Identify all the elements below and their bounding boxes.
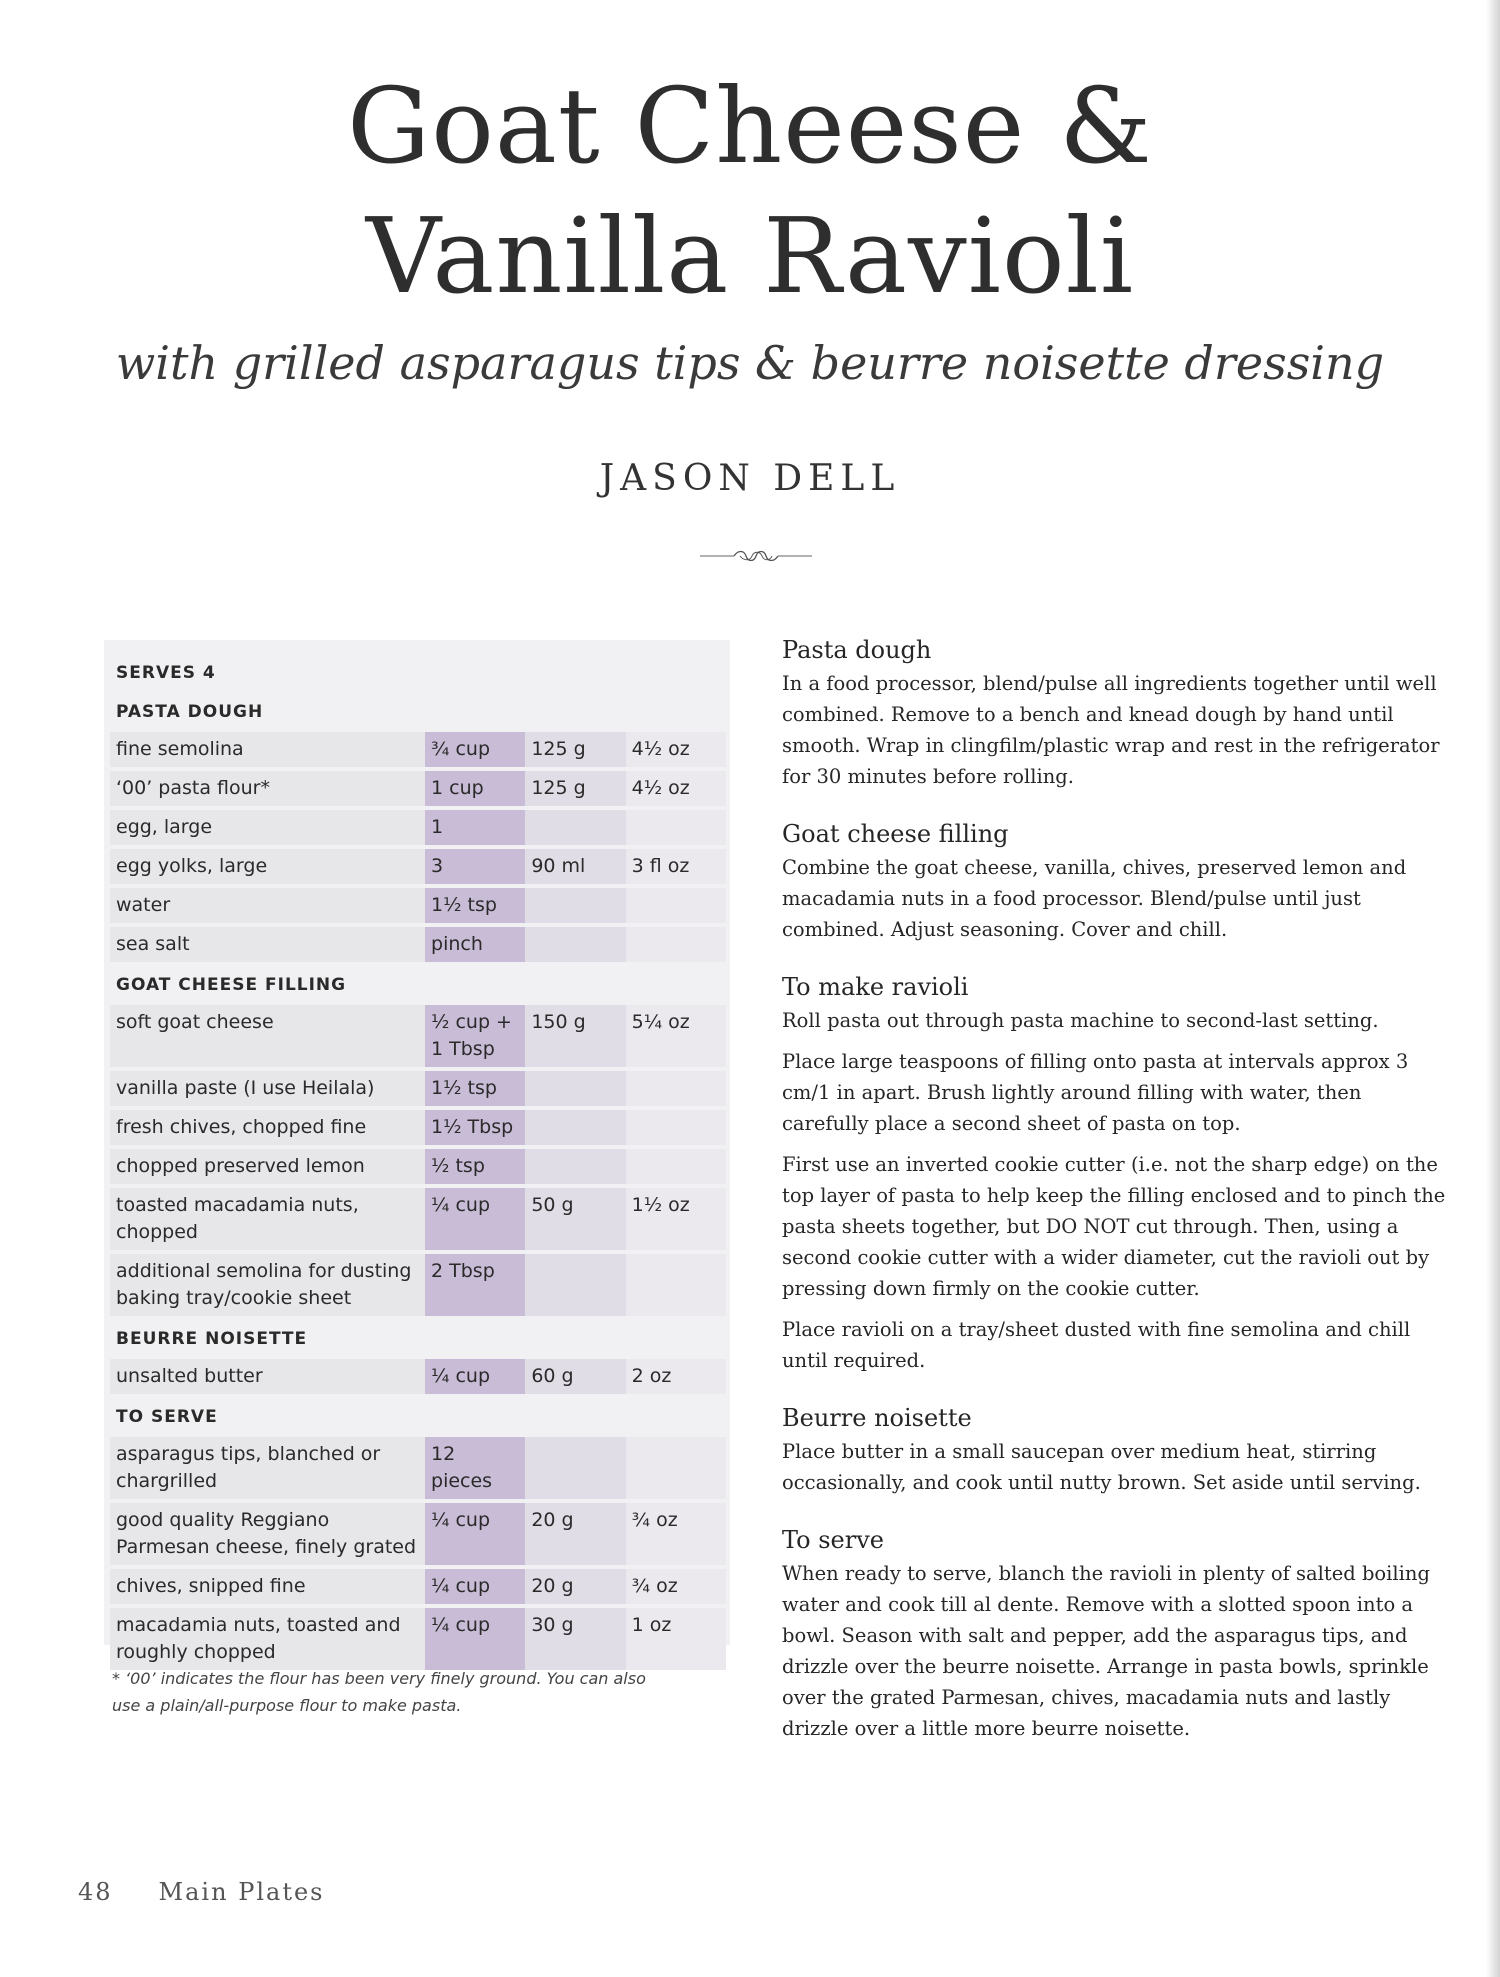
author-name: JASON DELL [599, 458, 901, 499]
ingredient-metric-measure [525, 1071, 625, 1106]
section-heading-label: GOAT CHEESE FILLING [116, 975, 347, 995]
recipe-title-line-2: Vanilla Ravioli [365, 195, 1135, 317]
ingredient-metric-measure: 90 ml [525, 849, 625, 884]
method-section [782, 1524, 1452, 1744]
ingredient-row [110, 1005, 726, 1067]
ingredient-row [110, 810, 726, 845]
ingredient-cup-measure: 1½ tsp [425, 888, 525, 923]
ingredient-row [110, 1110, 726, 1145]
ingredient-name: soft goat cheese [110, 1005, 425, 1067]
section-heading-label: TO SERVE [116, 1407, 218, 1427]
section-heading-label: PASTA DOUGH [116, 702, 264, 722]
ingredient-metric-measure: 125 g [525, 771, 625, 806]
page-number: 48 [78, 1878, 113, 1906]
ingredient-row [110, 1437, 726, 1499]
ingredient-row [110, 1569, 726, 1604]
recipe-subtitle: with grilled asparagus tips & beurre noisette dressing [115, 336, 1385, 390]
ingredient-name: egg, large [110, 810, 425, 845]
ingredient-row [110, 1359, 726, 1394]
ingredient-imperial-measure: 1 oz [626, 1608, 726, 1670]
ingredient-row [110, 1071, 726, 1106]
ingredient-metric-measure: 125 g [525, 732, 625, 767]
ingredient-cup-measure: ¼ cup [425, 1359, 525, 1394]
ingredient-metric-measure [525, 1437, 625, 1499]
ingredient-row [110, 732, 726, 767]
ingredient-imperial-measure: 4½ oz [626, 732, 726, 767]
ingredient-name: good quality Reggiano Parmesan cheese, finely grated [110, 1503, 425, 1565]
ingredient-imperial-measure: 5¼ oz [626, 1005, 726, 1067]
ingredient-cup-measure: ¼ cup [425, 1608, 525, 1670]
ingredient-cup-measure: ½ cup + 1 Tbsp [425, 1005, 525, 1067]
ingredient-row [110, 1188, 726, 1250]
ingredient-metric-measure: 20 g [525, 1503, 625, 1565]
ingredient-cup-measure: ¾ cup [425, 732, 525, 767]
ingredient-imperial-measure [626, 1437, 726, 1499]
ingredient-row [110, 1503, 726, 1565]
ingredient-row [110, 849, 726, 884]
ingredient-metric-measure: 30 g [525, 1608, 625, 1670]
ingredients-table [110, 650, 726, 1674]
ingredient-imperial-measure [626, 1110, 726, 1145]
method-section-heading: Beurre noisette [782, 1404, 972, 1432]
ingredient-cup-measure: 1 [425, 810, 525, 845]
ingredient-metric-measure [525, 1254, 625, 1316]
ingredient-cup-measure: 2 Tbsp [425, 1254, 525, 1316]
ingredient-metric-measure: 50 g [525, 1188, 625, 1250]
ingredient-cup-measure: ½ tsp [425, 1149, 525, 1184]
method-step-text: Roll pasta out through pasta machine to second-last setting. [782, 1009, 1379, 1032]
method-section-heading: To serve [782, 1526, 884, 1554]
ingredient-name: toasted macadamia nuts, chopped [110, 1188, 425, 1250]
method-step-text: Place large teaspoons of filling onto pasta at intervals approx 3 cm/1 in apart. Brush lightly around filling with water, then carefully place a second sheet of pasta on top. [782, 1050, 1409, 1135]
section-heading-label: BEURRE NOISETTE [116, 1329, 308, 1349]
method-step-text: Combine the goat cheese, vanilla, chives, preserved lemon and macadamia nuts in a food processor. Blend/pulse until just combined. Adjust seasoning. Cover and chill. [782, 856, 1407, 941]
ingredient-imperial-measure [626, 1071, 726, 1106]
ingredient-cup-measure: ¼ cup [425, 1569, 525, 1604]
method-section [782, 818, 1452, 945]
ingredient-section-heading [110, 966, 726, 1001]
ingredient-name: ‘00’ pasta flour* [110, 771, 425, 806]
ingredient-section-heading [110, 654, 726, 689]
footnote: * ‘00’ indicates the flour has been very finely ground. You can also use a plain/all-purpose flour to make pasta. [112, 1669, 646, 1715]
ingredient-metric-measure: 60 g [525, 1359, 625, 1394]
method-section-heading: To make ravioli [782, 973, 969, 1001]
ingredient-row [110, 1149, 726, 1184]
page-footer [78, 1878, 371, 1906]
ingredient-imperial-measure: 2 oz [626, 1359, 726, 1394]
ingredient-row [110, 1254, 726, 1316]
ingredient-metric-measure [525, 810, 625, 845]
ingredient-cup-measure: 12 pieces [425, 1437, 525, 1499]
ingredient-name: egg yolks, large [110, 849, 425, 884]
ingredient-imperial-measure: ¾ oz [626, 1569, 726, 1604]
ingredient-name: fine semolina [110, 732, 425, 767]
ingredient-section-heading [110, 1320, 726, 1355]
ingredient-imperial-measure: ¾ oz [626, 1503, 726, 1565]
ingredient-cup-measure: 1½ Tbsp [425, 1110, 525, 1145]
method-step-text: Place butter in a small saucepan over medium heat, stirring occasionally, and cook until nutty brown. Set aside until serving. [782, 1440, 1421, 1494]
ingredient-name: vanilla paste (I use Heilala) [110, 1071, 425, 1106]
method-section [782, 634, 1452, 792]
method-section-heading: Goat cheese filling [782, 820, 1009, 848]
ingredient-imperial-measure [626, 810, 726, 845]
ingredient-name: chopped preserved lemon [110, 1149, 425, 1184]
ornament-divider-icon [700, 547, 812, 565]
ingredient-name: additional semolina for dusting baking tray/cookie sheet [110, 1254, 425, 1316]
section-heading-label: SERVES 4 [116, 663, 216, 683]
ingredient-metric-measure [525, 1110, 625, 1145]
ingredient-name: fresh chives, chopped fine [110, 1110, 425, 1145]
chapter-name: Main Plates [158, 1878, 325, 1906]
ingredient-imperial-measure [626, 927, 726, 962]
ingredient-imperial-measure: 1½ oz [626, 1188, 726, 1250]
ingredient-name: sea salt [110, 927, 425, 962]
ingredient-section-heading [110, 1398, 726, 1433]
method-step-text: In a food processor, blend/pulse all ingredients together until well combined. Remove to a bench and knead dough by hand until smooth. Wrap in clingfilm/plastic wrap and rest in the refrigerator for 30 minutes before rolling. [782, 672, 1440, 788]
ingredient-metric-measure [525, 888, 625, 923]
ingredient-row [110, 888, 726, 923]
ingredient-name: chives, snipped fine [110, 1569, 425, 1604]
ingredient-imperial-measure [626, 1149, 726, 1184]
ingredient-metric-measure: 20 g [525, 1569, 625, 1604]
ingredient-cup-measure: 1 cup [425, 771, 525, 806]
ingredient-name: asparagus tips, blanched or chargrilled [110, 1437, 425, 1499]
ingredient-cup-measure: 1½ tsp [425, 1071, 525, 1106]
ingredient-name: macadamia nuts, toasted and roughly chopped [110, 1608, 425, 1670]
ingredient-imperial-measure: 3 fl oz [626, 849, 726, 884]
ingredient-cup-measure: ¼ cup [425, 1188, 525, 1250]
method-section-heading: Pasta dough [782, 636, 932, 664]
recipe-title-line-1: Goat Cheese & [347, 65, 1153, 187]
ingredient-metric-measure: 150 g [525, 1005, 625, 1067]
method-step-text: When ready to serve, blanch the ravioli in plenty of salted boiling water and cook till al dente. Remove with a slotted spoon into a bowl. Season with salt and pepper, add the asparagus tips, and drizzle over the beurre noisette. Arrange in pasta bowls, sprinkle over the grated Parmesan, chives, macadamia nuts and lastly drizzle over a little more beurre noisette. [782, 1562, 1430, 1740]
method-section [782, 971, 1452, 1376]
ingredient-cup-measure: 3 [425, 849, 525, 884]
ingredient-name: water [110, 888, 425, 923]
ingredient-row [110, 1608, 726, 1670]
ingredient-cup-measure: ¼ cup [425, 1503, 525, 1565]
ingredient-row [110, 771, 726, 806]
ingredient-imperial-measure: 4½ oz [626, 771, 726, 806]
method-step-text: First use an inverted cookie cutter (i.e. not the sharp edge) on the top layer of pasta to help keep the filling enclosed and to pinch the pasta sheets together, but DO NOT cut through. Then, using a second cookie cutter with a wider diameter, cut the ravioli out by pressing down firmly on the cookie cutter. [782, 1153, 1446, 1300]
ingredient-section-heading [110, 693, 726, 728]
ingredient-name: unsalted butter [110, 1359, 425, 1394]
ingredient-metric-measure [525, 1149, 625, 1184]
method-step-text: Place ravioli on a tray/sheet dusted with fine semolina and chill until required. [782, 1318, 1411, 1372]
ingredient-imperial-measure [626, 1254, 726, 1316]
ingredient-metric-measure [525, 927, 625, 962]
ingredient-row [110, 927, 726, 962]
ingredient-imperial-measure [626, 888, 726, 923]
ingredient-cup-measure: pinch [425, 927, 525, 962]
method-section [782, 1402, 1452, 1498]
method-column [782, 634, 1452, 1770]
